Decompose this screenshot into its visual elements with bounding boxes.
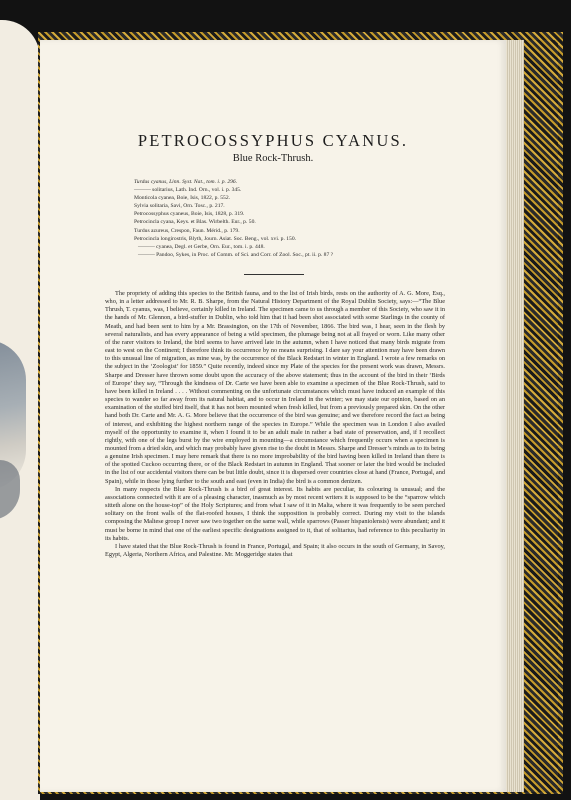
- decorative-binding-strip: [524, 40, 558, 792]
- synonym-line: ——— Pandoo, Sykes, in Proc. of Comm. of Sci. and Corr. of Zool. Soc., pt. ii. p. 87 ?: [138, 251, 334, 258]
- synonym-line: ——— solitarius, Lath. Ind. Orn., vol. i. p. 345.: [134, 187, 242, 194]
- synonymy-list: [134, 178, 474, 259]
- synonym-line: Turdus azureus, Crespon, Faun. Mérid., p. 179.: [134, 227, 240, 234]
- synonym-line: Sylvia solitaria, Savi, Orn. Tosc., p. 217.: [134, 203, 225, 210]
- facing-page: [0, 20, 40, 800]
- page-edges: [506, 40, 524, 792]
- page-title: PETROCOSSYPHUS CYANUS.: [137, 131, 409, 150]
- paragraph: In many respects the Blue Rock-Thrush is a bird of great interest. Its habits are peculiar, its colouring is unusual; and the associations connected with it are of a pleasing character, inasmuch as by most recent writers it is supposed to be the “sparrow which sitteth alone on the house-top” of the Holy Scriptures; and from what I saw of it in Malta, where it was frequently to be seen perched solitary on the front walls of the flat-roofed houses, I think the supposition is probably correct. During my visit to the islands composing the Maltese group I never saw two together on the same wall, while sparrows (Passer hispaniolensis) were abundant; and it must be borne in mind that one of the earliest specific designations assigned to it, that of solitarius, had reference to this peculiarity in its habits.: [105, 485, 445, 542]
- page-subtitle: Blue Rock-Thrush.: [232, 153, 314, 164]
- paragraph: I have stated that the Blue Rock-Thrush is found in France, Portugal, and Spain; it also occurs in the south of Germany, in Savoy, Egypt, Algeria, Northern Africa, and Palestine. Mr. Moggeridge states that: [105, 542, 445, 558]
- synonym-line: Turdus cyanus, Linn. Syst. Nat., tom. i. p. 296.: [134, 179, 238, 185]
- synonym-line: ——— cyanea, Degl. et Gerbe, Orn. Eur., tom. i. p. 448.: [138, 243, 265, 250]
- section-divider: [244, 274, 304, 275]
- paragraph: The propriety of adding this species to the British fauna, and to the list of Irish birds, rests on the authority of A. G. More, Esq., who, in a letter addressed to Mr. R. B. Sharpe, from the Natural History Department of the Royal Dublin Society, says:—“The Blue Thrush, T. cyanus, was, I believe, certainly killed in Ireland. The specimen came to us through a member of this Society, who saw it in the hands of Mr. Glennon, a bird-stuffer in Dublin, who told him that it had been shot associated with some Starlings in the county of Meath, and had been sent to him by a Mr. Brassington, on the 17th of November, 1866. The bird was, I hear, seen in the flesh by several naturalists, and has every appearance of being a wild specimen, the plumage being not at all frayed or worn. Like many other of the rarer visitors to Ireland, the bird seems to have arrived late in the autumn, when I have noticed that many birds migrate from east to west on the Continent; I therefore think its occurrence by no means surprising. I dare say your attention may have been drawn to this unusual line of migration, as mine was, by the occurrence of the Black Redstart in winter in England. I wrote a few remarks on the subject in the ‘Zoologist’ for 1859.” Quite recently, indeed since my Plate of the species for the present work was drawn, Messrs. Sharpe and Dresser have thrown some doubt upon the accuracy of the above statement; thus in the account of the bird in their ‘Birds of Europe’ they say, “Through the kindness of Dr. Carte we have been able to examine a specimen of the Blue Rock-Thrush, said to have been killed in Ireland . . . . Without commenting on the unfortunate circumstances which must have induced an example of this species to wander so far away from its natural habitat, and to occur in Ireland in the winter; we may state our opinion, based on an examination of the stuffed bird itself, that it has not been mounted when fresh killed, but from a previously prepared skin. On the other hand both Dr. Carte and Mr. A. G. More believe that the occurrence of the bird was genuine; and we therefore record the fact as being of interest, and exhibiting the highest northern range of the species in Europe.” While the specimen was in London I also availed myself of the opportunity to examine it, when I found it to be an adult male in rather a bad state of preservation, and, if I recollect rightly, with one of the legs burst by the wire employed in mounting—a circumstance which frequently occurs when a specimen is mounted from a dried skin, and which may probably have given rise to the doubt in Messrs. Sharpe and Dresser’s minds as to its being a genuine Irish specimen. I may here remark that there is no more improbability of the bird having been killed in Ireland than there is of the spotted Cuckoo occurring there, or of the Black Redstart in autumn in England. That sooner or later the bird would be included in the list of our accidental visitors there can be but little doubt, since it is dispersed over countries close at hand (France, Portugal, and Spain), while in those lying further to the south and east (even in India) the bird is a common denizen.: [105, 290, 445, 485]
- bird-illustration-shadow: [0, 460, 20, 520]
- synonym-line: Petrocossyphus cyaneus, Boie, Isis, 1828, p. 319.: [134, 211, 245, 218]
- synonym-line: Petrocincla longirostris, Blyth, Journ. Asiat. Soc. Beng., vol. xvi. p. 150.: [134, 235, 297, 242]
- synonym-line: Petrocincla cyana, Keys. et Blas. Wirbelth. Eur., p. 50.: [134, 219, 256, 226]
- synonym-line: Monticola cyanea, Boie, Isis, 1822, p. 552.: [134, 195, 231, 202]
- body-text: [105, 290, 445, 559]
